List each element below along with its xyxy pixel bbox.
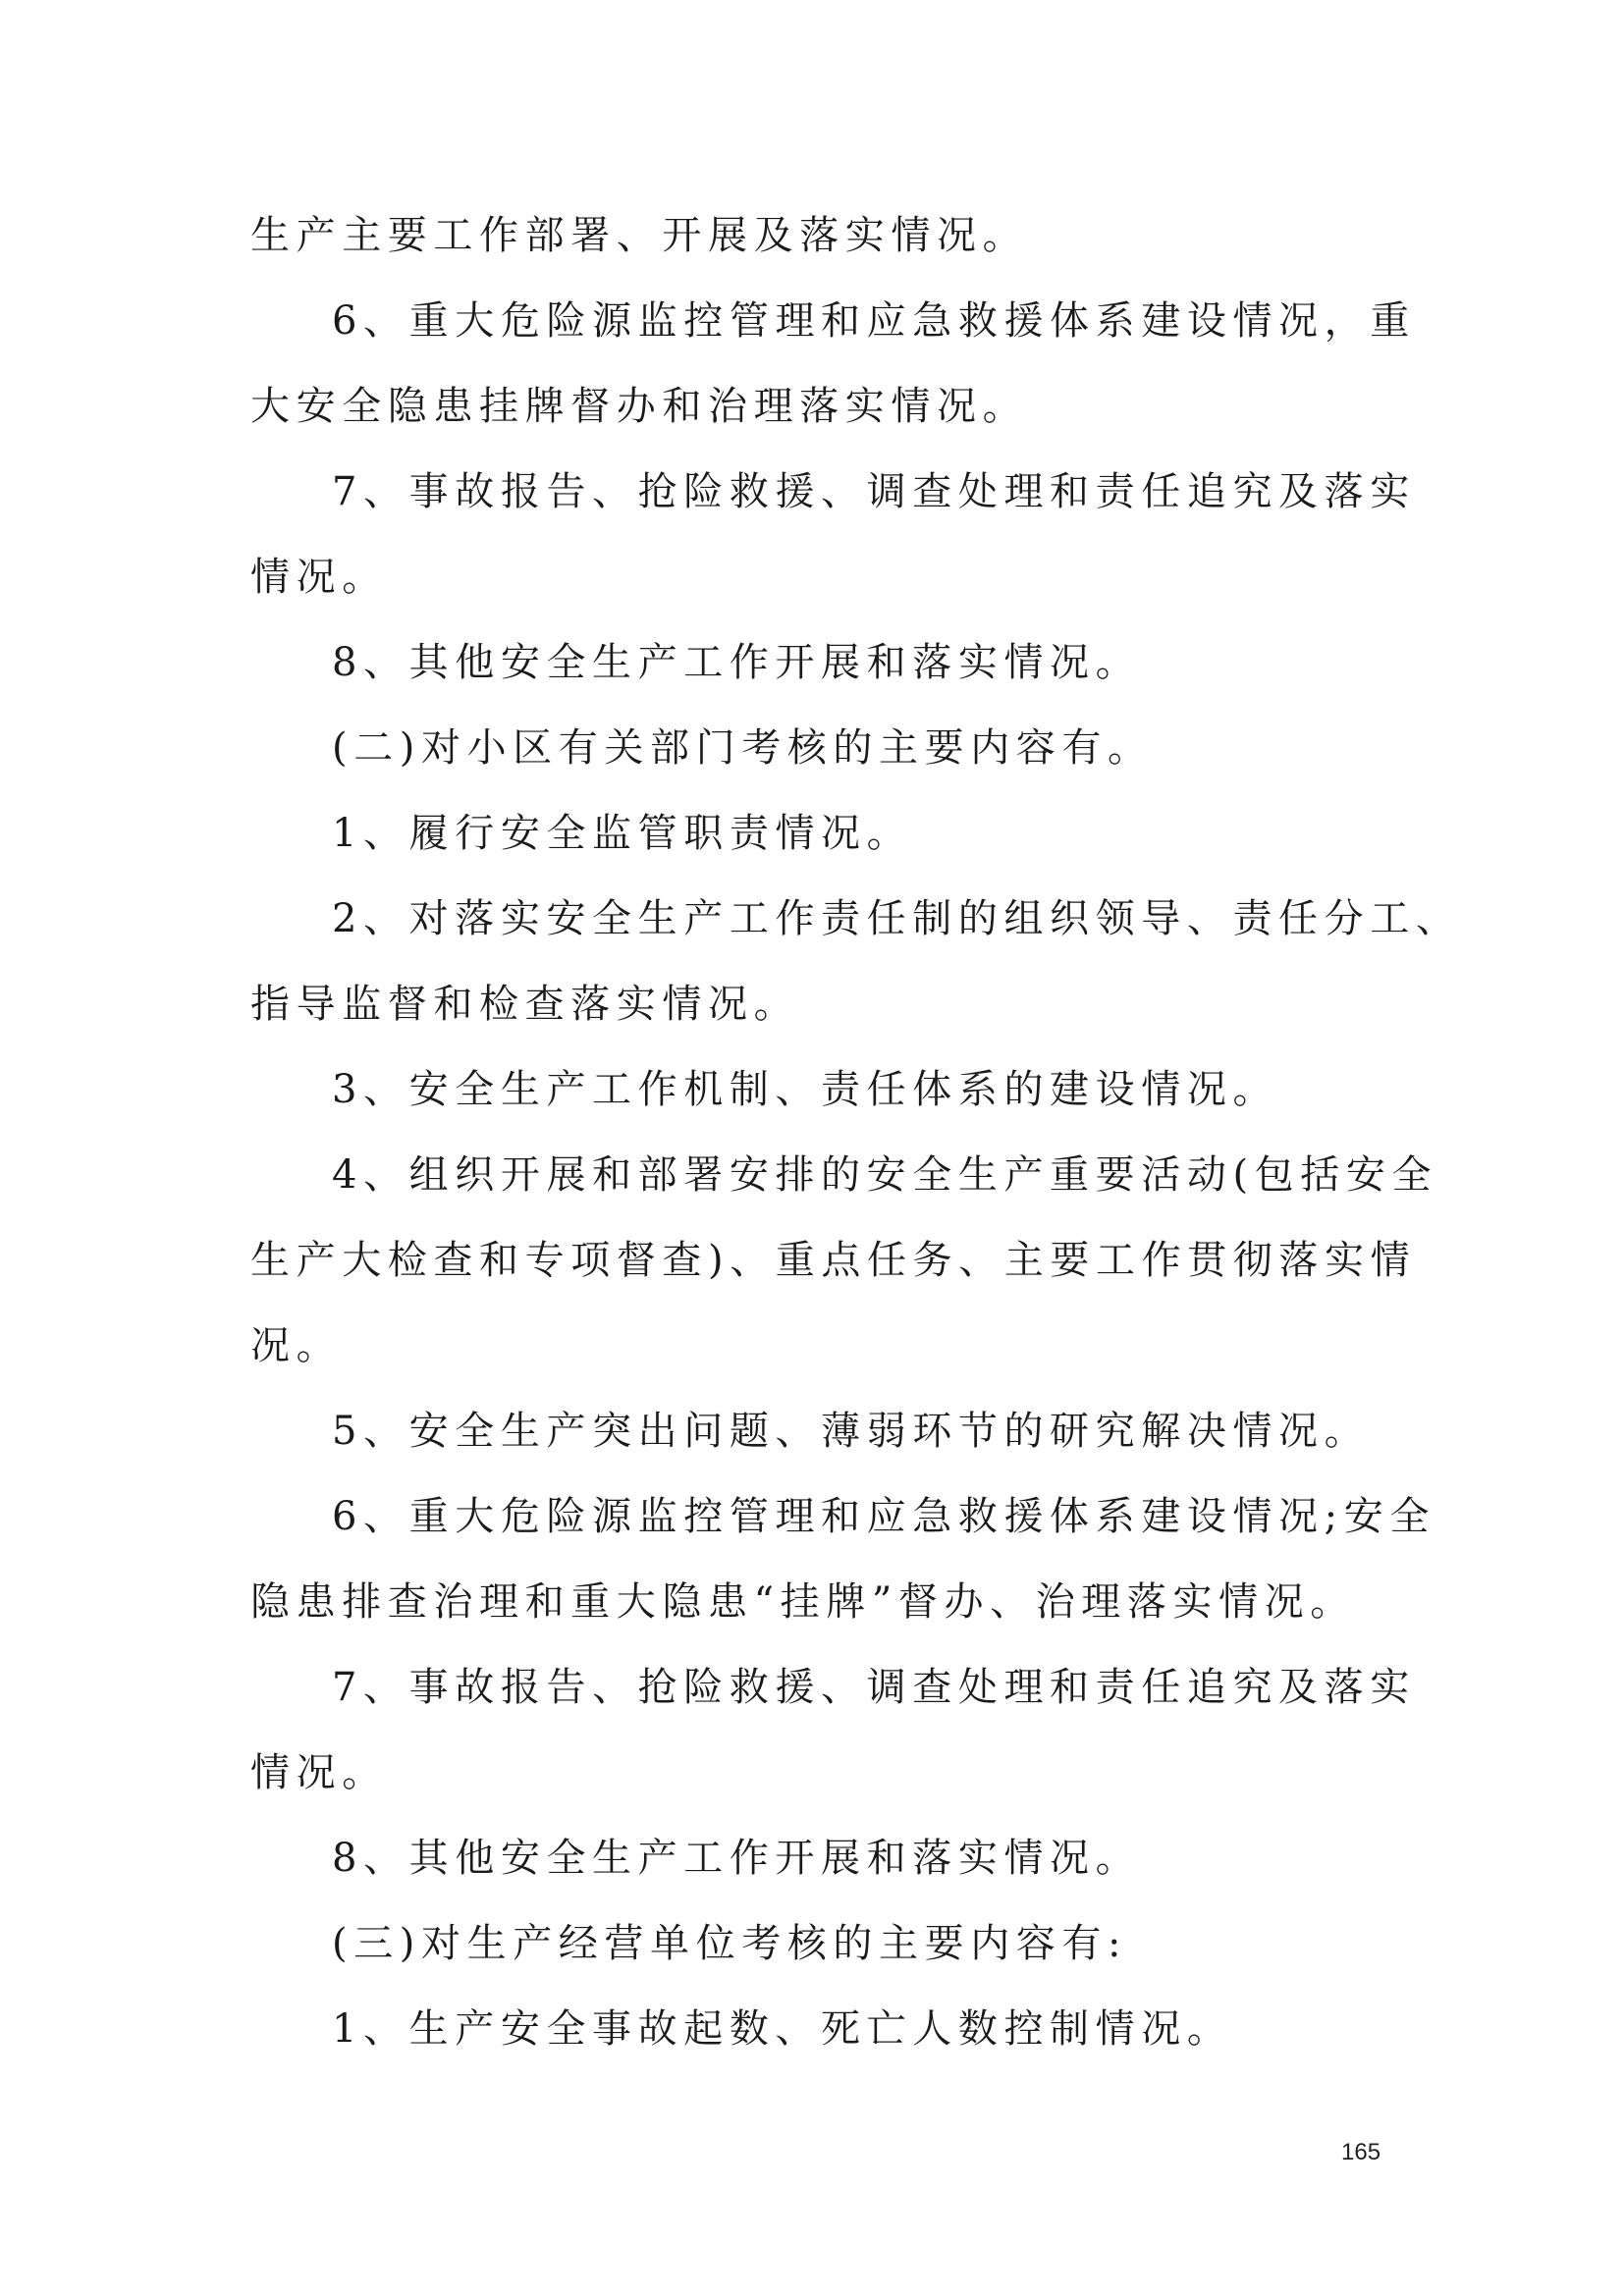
body-text-line: 8、其他安全生产工作开展和落实情况。: [332, 640, 1142, 685]
body-text-line: 1、履行安全监管职责情况。: [332, 811, 913, 856]
body-text-line: 2、对落实安全生产工作责任制的组织领导、责任分工、: [332, 896, 1462, 941]
body-text-line: 情况。: [250, 555, 388, 600]
body-text-line: 情况。: [250, 1750, 388, 1795]
body-text-line: 3、安全生产工作机制、责任体系的建设情况。: [332, 1067, 1279, 1112]
section-heading: (三)对生产经营单位考核的主要内容有:: [332, 1921, 1128, 1966]
body-text-line: 1、生产安全事故起数、死亡人数控制情况。: [332, 2006, 1233, 2052]
body-text-line: 生产大检查和专项督查)、重点任务、主要工作贯彻落实情: [250, 1238, 1417, 1283]
page-number: 165: [1341, 2139, 1381, 2165]
body-text-line: 6、重大危险源监控管理和应急救援体系建设情况;安全: [332, 1494, 1435, 1539]
body-text-line: 指导监督和检查落实情况。: [250, 982, 800, 1027]
body-text-line: 5、安全生产突出问题、薄弱环节的研究解决情况。: [332, 1409, 1371, 1454]
body-text-line: 生产主要工作部署、开展及落实情况。: [250, 213, 1029, 258]
section-heading: (二)对小区有关部门考核的主要内容有。: [332, 725, 1154, 771]
body-text-line: 大安全隐患挂牌督办和治理落实情况。: [250, 384, 1029, 429]
body-text-line: 4、组织开展和部署安排的安全生产重要活动(包括安全: [332, 1152, 1438, 1198]
body-text-line: 况。: [250, 1323, 343, 1368]
body-text-line: 隐患排查治理和重大隐患“挂牌”督办、治理落实情况。: [250, 1579, 1356, 1625]
body-text-line: 7、事故报告、抢险救援、调查处理和责任追究及落实: [332, 469, 1416, 514]
body-text-line: 6、重大危险源监控管理和应急救援体系建设情况，重: [332, 298, 1416, 344]
body-text-line: 7、事故报告、抢险救援、调查处理和责任追究及落实: [332, 1665, 1416, 1710]
body-text-line: 8、其他安全生产工作开展和落实情况。: [332, 1836, 1142, 1881]
